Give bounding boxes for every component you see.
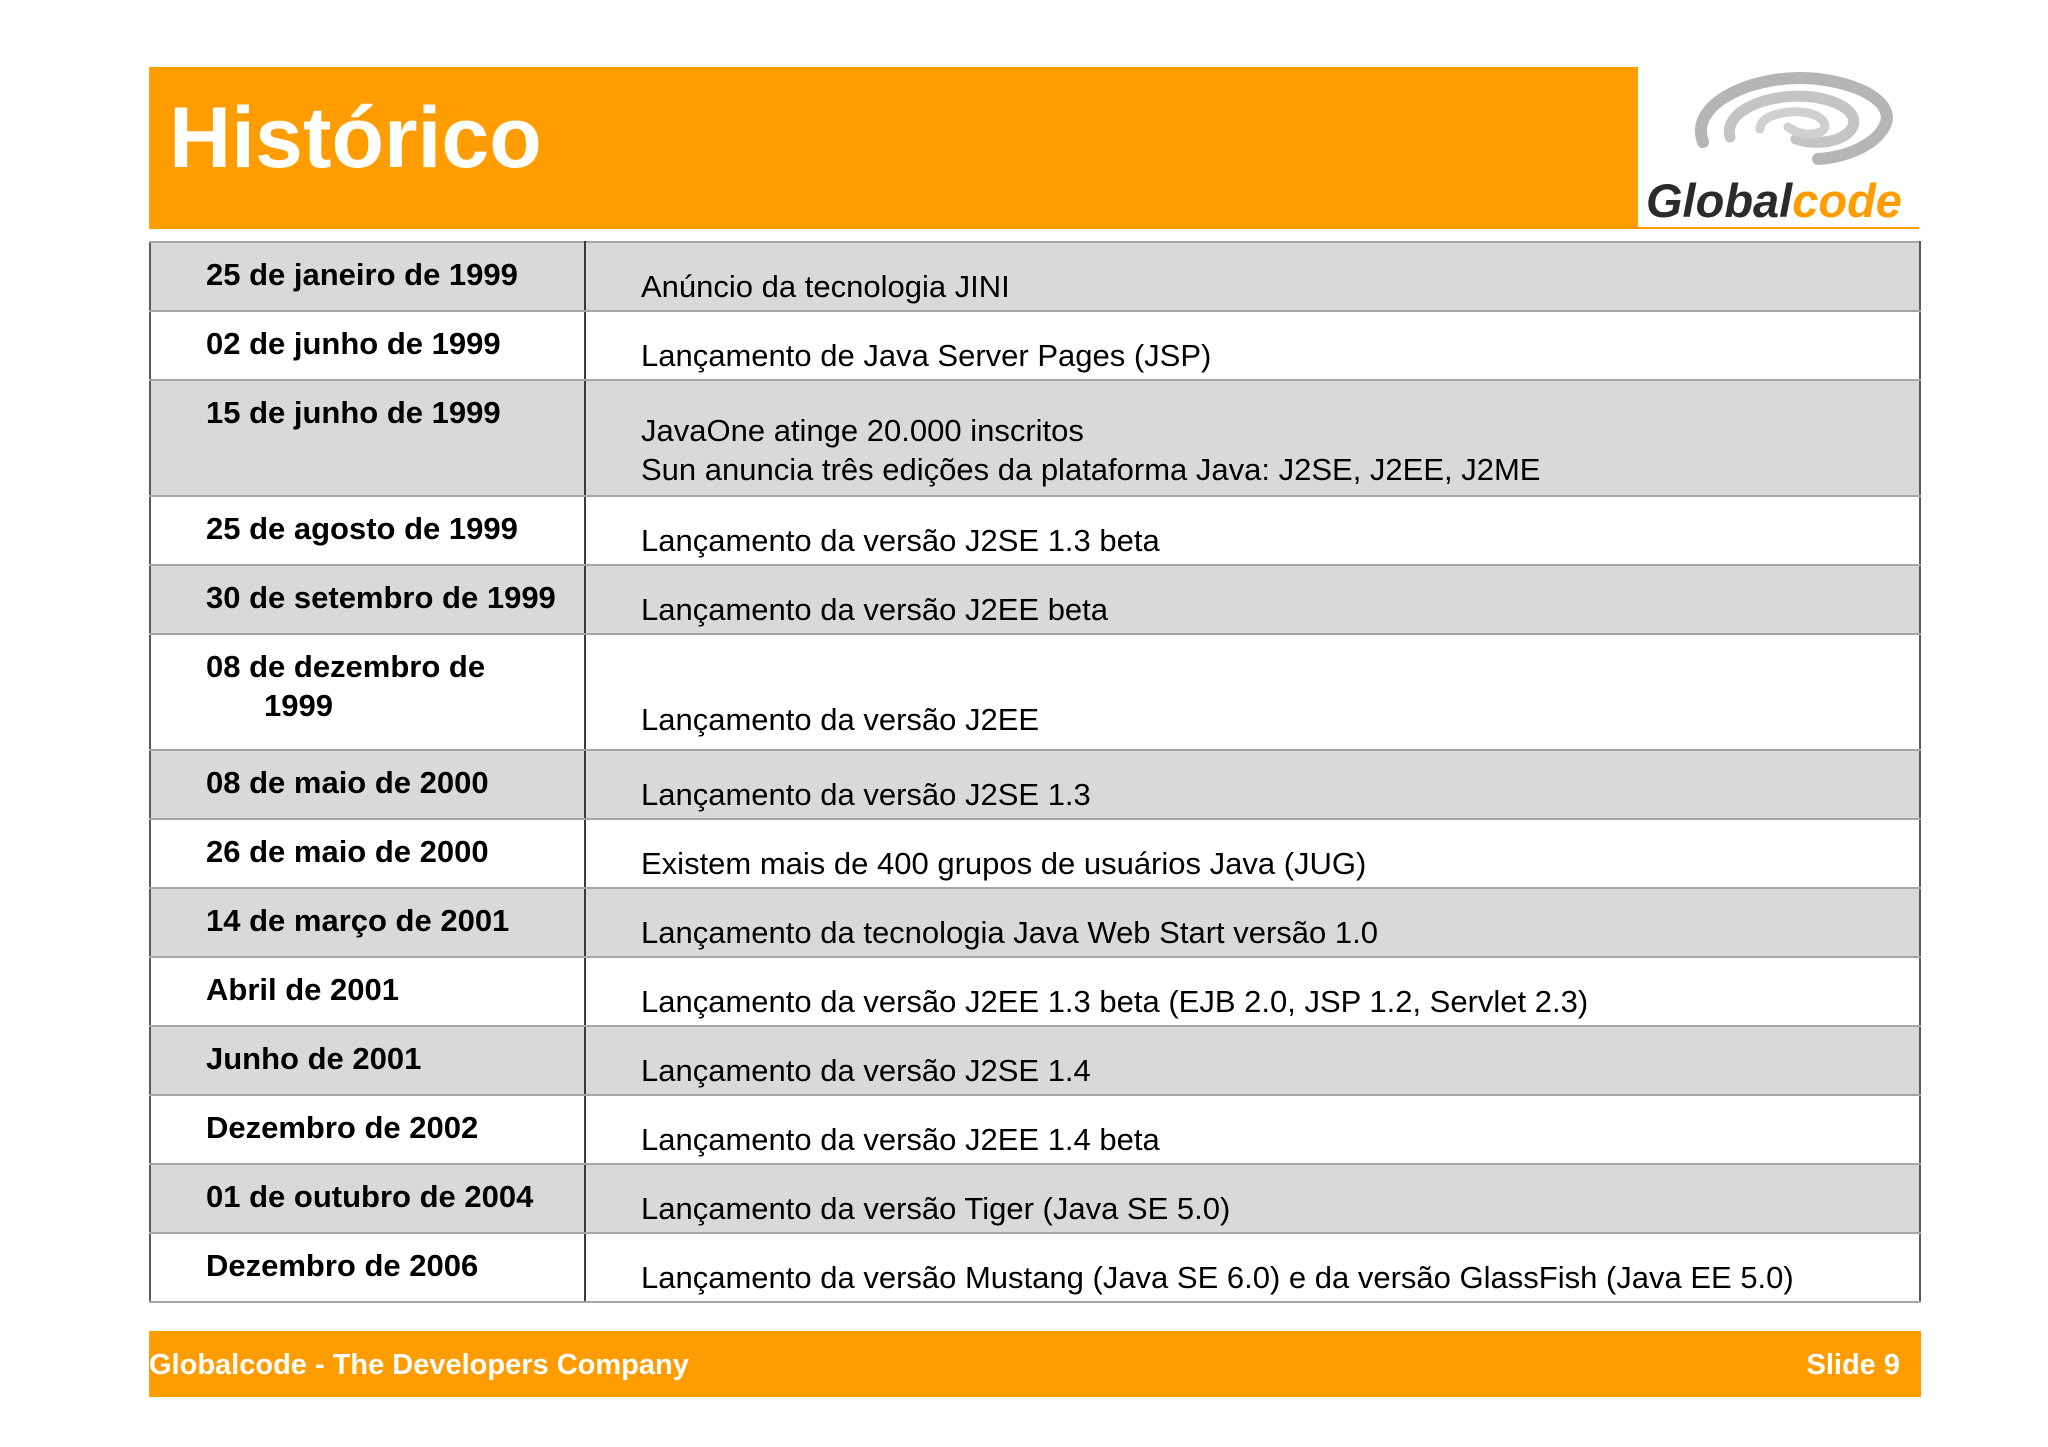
table-row bbox=[150, 311, 1920, 380]
swirl-logo-icon bbox=[1668, 67, 1908, 177]
table-row bbox=[150, 888, 1920, 957]
row-event: Anúncio da tecnologia JINI bbox=[585, 242, 1920, 311]
globalcode-logo bbox=[1638, 67, 1919, 229]
row-event: Lançamento da versão J2SE 1.3 bbox=[585, 750, 1920, 819]
row-event: Lançamento da versão J2EE 1.3 beta (EJB 2.0, JSP 1.2, Servlet 2.3) bbox=[585, 957, 1920, 1026]
row-date: 15 de junho de 1999 bbox=[150, 380, 585, 496]
table-row bbox=[150, 750, 1920, 819]
row-date: Dezembro de 2006 bbox=[150, 1233, 585, 1302]
slide-title: Histórico bbox=[169, 90, 542, 186]
row-date: 08 de maio de 2000 bbox=[150, 750, 585, 819]
row-date: 01 de outubro de 2004 bbox=[150, 1164, 585, 1233]
table-row bbox=[150, 242, 1920, 311]
table-row bbox=[150, 1026, 1920, 1095]
row-date: Dezembro de 2002 bbox=[150, 1095, 585, 1164]
row-event: Lançamento da versão J2EE 1.4 beta bbox=[585, 1095, 1920, 1164]
row-date: 02 de junho de 1999 bbox=[150, 311, 585, 380]
row-date: 26 de maio de 2000 bbox=[150, 819, 585, 888]
row-date: 08 de dezembro de 1999 bbox=[150, 634, 585, 750]
row-event: JavaOne atinge 20.000 inscritos Sun anuncia três edições da plataforma Java: J2SE, J2EE, J2ME bbox=[585, 380, 1920, 496]
row-event: Lançamento da tecnologia Java Web Start versão 1.0 bbox=[585, 888, 1920, 957]
footer-company: Globalcode - The Developers Company bbox=[149, 1349, 689, 1381]
row-date: 25 de janeiro de 1999 bbox=[150, 242, 585, 311]
row-event: Lançamento da versão J2SE 1.3 beta bbox=[585, 496, 1920, 565]
table-row bbox=[150, 1095, 1920, 1164]
table-row bbox=[150, 1164, 1920, 1233]
row-event: Lançamento da versão J2SE 1.4 bbox=[585, 1026, 1920, 1095]
row-date: 30 de setembro de 1999 bbox=[150, 565, 585, 634]
table-row bbox=[150, 1233, 1920, 1302]
logo-underline bbox=[1638, 227, 1919, 229]
table-row bbox=[150, 819, 1920, 888]
history-table bbox=[149, 241, 1921, 1303]
table-row bbox=[150, 565, 1920, 634]
title-bar bbox=[149, 67, 1638, 229]
logo-wordmark: Globalcode bbox=[1646, 174, 1902, 227]
row-date: 14 de março de 2001 bbox=[150, 888, 585, 957]
footer-bar bbox=[149, 1331, 1921, 1397]
table-row bbox=[150, 634, 1920, 750]
row-date: 25 de agosto de 1999 bbox=[150, 496, 585, 565]
row-event: Lançamento de Java Server Pages (JSP) bbox=[585, 311, 1920, 380]
row-event: Lançamento da versão J2EE bbox=[585, 634, 1920, 750]
row-date: Junho de 2001 bbox=[150, 1026, 585, 1095]
row-event: Lançamento da versão Tiger (Java SE 5.0) bbox=[585, 1164, 1920, 1233]
slide-number: Slide 9 bbox=[1806, 1349, 1900, 1381]
row-event: Lançamento da versão Mustang (Java SE 6.0) e da versão GlassFish (Java EE 5.0) bbox=[585, 1233, 1920, 1302]
table-row bbox=[150, 957, 1920, 1026]
table-row bbox=[150, 496, 1920, 565]
row-date: Abril de 2001 bbox=[150, 957, 585, 1026]
row-event: Lançamento da versão J2EE beta bbox=[585, 565, 1920, 634]
row-event: Existem mais de 400 grupos de usuários Java (JUG) bbox=[585, 819, 1920, 888]
table-row bbox=[150, 380, 1920, 496]
